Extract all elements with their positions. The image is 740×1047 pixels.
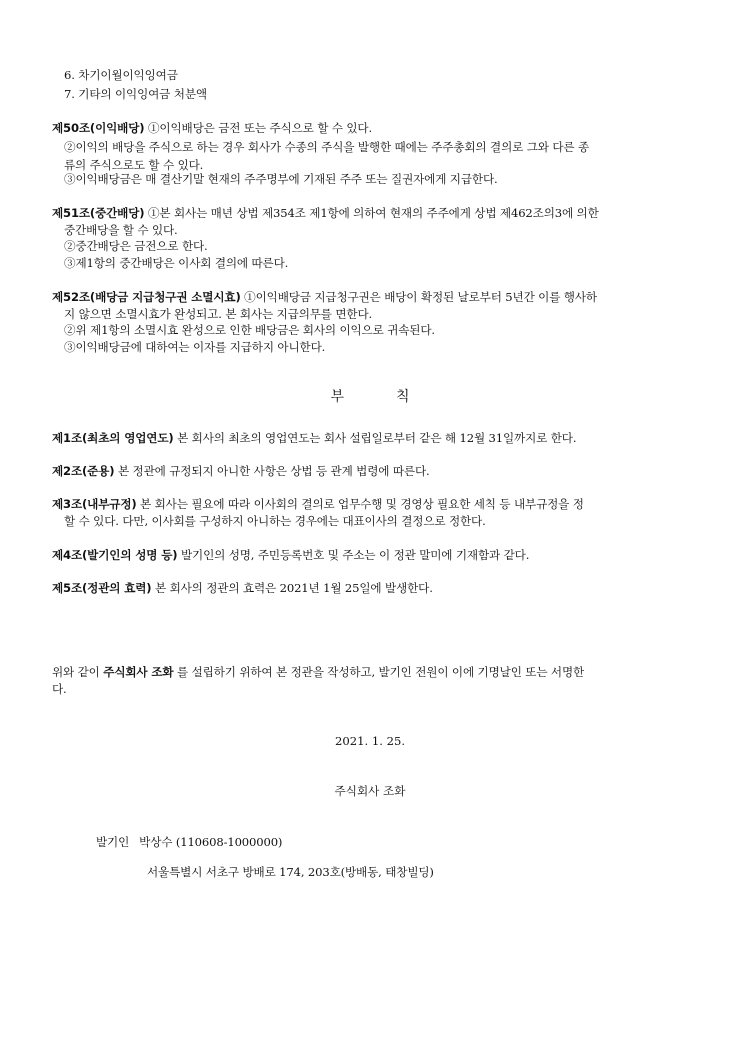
- supplementary-article-2-text: 본 정관에 규정되지 아니한 사항은 상법 등 관계 법령에 따른다.: [114, 464, 430, 478]
- supplementary-article-5-heading: 제5조(정관의 효력): [52, 581, 152, 595]
- article-51-text: ①본 회사는 매년 상법 제354조 제1항에 의하여 현재의 주주에게 상법 제462조의3에 의한: [144, 206, 599, 220]
- article-50-text: ①이익배당은 금전 또는 주식으로 할 수 있다.: [144, 121, 373, 135]
- closing-statement-line-2: 다.: [52, 682, 67, 696]
- closing-statement-line-1: [52, 664, 584, 680]
- promoter-address: 서울특별시 서초구 방배로 174, 203호(방배동, 태창빌딩): [147, 865, 434, 879]
- list-item: 6. 차기이월이익잉여금: [64, 68, 178, 82]
- article-51-line-2: 중간배당을 할 수 있다.: [64, 223, 178, 237]
- supplementary-article-3: [52, 496, 584, 512]
- article-51-line-4: ③제1항의 중간배당은 이사회 결의에 따른다.: [64, 256, 289, 270]
- supplementary-title: [0, 388, 740, 406]
- article-52-line-3: ②위 제1항의 소멸시효 완성으로 인한 배당금은 회사의 이익으로 귀속된다.: [64, 323, 435, 337]
- company-name: 주식회사 조화: [334, 784, 406, 798]
- supplementary-article-2-heading: 제2조(준용): [52, 464, 115, 478]
- supplementary-article-3-heading: 제3조(내부규정): [52, 497, 137, 511]
- supplementary-article-5-text: 본 회사의 정관의 효력은 2021년 1월 25일에 발생한다.: [151, 581, 433, 595]
- supplementary-article-3-line-2: 할 수 있다. 다만, 이사회를 구성하지 아니하는 경우에는 대표이사의 결정으로 정한다.: [64, 514, 486, 528]
- closing-pre: 위와 같이: [52, 665, 104, 679]
- supplementary-article-5: [52, 580, 433, 596]
- article-52-line-2: 지 않으면 소멸시효가 완성되고. 본 회사는 지급의무를 면한다.: [64, 307, 373, 321]
- promoter-name: 박상수 (110608-1000000): [139, 835, 283, 849]
- article-52-heading: 제52조(배당금 지급청구권 소멸시효): [52, 290, 241, 304]
- article-51-line-1: [52, 205, 599, 221]
- article-51-heading: 제51조(중간배당): [52, 206, 145, 220]
- supplementary-article-4-text: 발기인의 성명, 주민등록번호 및 주소는 이 정관 말미에 기재함과 같다.: [177, 548, 530, 562]
- article-52-line-4: ③이익배당금에 대하여는 이자를 지급하지 아니한다.: [64, 340, 326, 354]
- article-50-line-3: 류의 주식으로도 할 수 있다.: [64, 158, 204, 172]
- supplementary-article-1-heading: 제1조(최초의 영업연도): [52, 431, 174, 445]
- article-52-text: ①이익배당금 지급청구권은 배당이 확정된 날로부터 5년간 이를 행사하: [240, 290, 597, 304]
- supplementary-title-right: 칙: [396, 389, 410, 405]
- closing-company: 주식회사 조화: [103, 665, 174, 679]
- article-51-line-3: ②중간배당은 금전으로 한다.: [64, 239, 208, 253]
- article-52-line-1: [52, 289, 597, 305]
- supplementary-title-left: 부: [330, 389, 344, 405]
- promoter-label: 발기인: [96, 835, 130, 849]
- supplementary-article-1-text: 본 회사의 최초의 영업연도는 회사 설립일로부터 같은 해 12월 31일까지로 한다.: [173, 431, 577, 445]
- article-50-line-2: ②이익의 배당을 주식으로 하는 경우 회사가 수종의 주식을 발행한 때에는 주주총회의 결의로 그와 다른 종: [64, 140, 590, 154]
- supplementary-article-3-text: 본 회사는 필요에 따라 이사회의 결의로 업무수행 및 경영상 필요한 세칙 등 내부규정을 정: [136, 497, 584, 511]
- list-item: 7. 기타의 이익잉여금 처분액: [64, 87, 207, 101]
- supplementary-article-2: [52, 463, 430, 479]
- closing-post: 를 설립하기 위하여 본 정관을 작성하고, 발기인 전원이 이에 기명날인 또는 서명한: [173, 665, 585, 679]
- supplementary-article-4-heading: 제4조(발기인의 성명 등): [52, 548, 178, 562]
- article-50-line-4: ③이익배당금은 매 결산기말 현재의 주주명부에 기재된 주주 또는 질권자에게 지급한다.: [64, 172, 498, 186]
- article-50-heading: 제50조(이익배당): [52, 121, 145, 135]
- article-50-line-1: [52, 120, 372, 136]
- signing-date: 2021. 1. 25.: [334, 734, 406, 748]
- supplementary-article-1: [52, 430, 576, 446]
- supplementary-article-4: [52, 547, 529, 563]
- promoter-line: [96, 834, 282, 850]
